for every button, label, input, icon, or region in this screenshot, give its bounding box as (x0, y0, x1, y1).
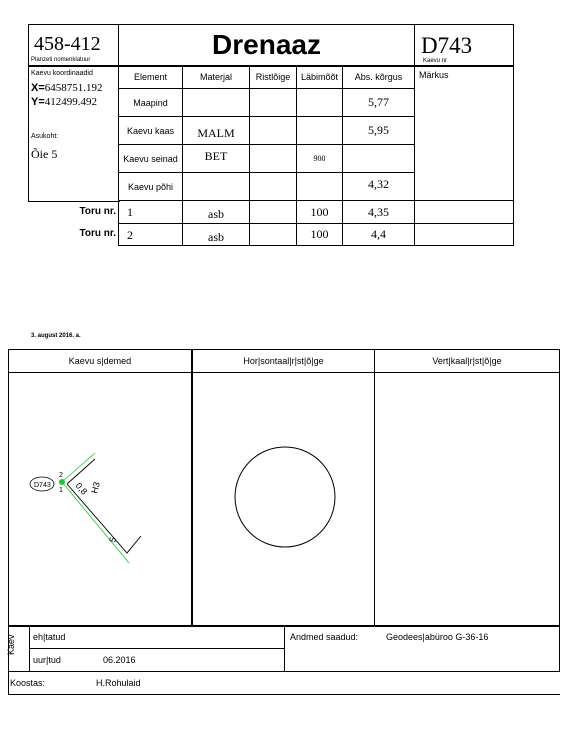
well-schema-sketch (9, 373, 191, 625)
pipe-line-green-short (62, 453, 95, 482)
location-label: Asukoht: (31, 133, 59, 140)
horizontal-section-drawing (193, 373, 374, 625)
pipe-diameter: 100 (310, 227, 329, 241)
pipe-label: Toru nr. (79, 206, 116, 217)
data-source-value: Geodees|abüroo G-36-16 (386, 632, 489, 642)
well-node-marker (59, 479, 65, 485)
table-row-material: MALM (197, 126, 235, 140)
document-date: 3. august 2016. a. (31, 333, 81, 339)
coords-label: Kaevu koordinaadid (31, 70, 93, 77)
col-material: Materjal (199, 72, 232, 82)
table-row-diameter: 900 (313, 154, 326, 163)
map-sheet-label: Planzeti nomenklatuur (31, 57, 91, 63)
panel-title-schema: Kaevu s|demed (68, 356, 132, 366)
table-row-element: Kaevu kaas (126, 125, 175, 136)
pipe-line-2 (67, 484, 141, 553)
panel-title-horizontal: Hor|sontaal|r|st|õ|ge (243, 356, 324, 366)
table-row-element: Kaevu seinad (123, 153, 178, 164)
col-cross-section: Ristlõige (255, 72, 291, 82)
table-row-element: Kaevu põhi (127, 181, 174, 192)
table-row-material: BET (204, 149, 228, 163)
pipe-number: 1 (127, 205, 133, 219)
sketch-h3-label: H3 (89, 480, 102, 495)
col-diameter: Läbimõõt (300, 72, 339, 82)
author-label: Koostas: (10, 678, 46, 688)
col-notes: Märkus (419, 70, 449, 80)
kaev-vertical-label: Kaev (6, 634, 16, 655)
pipe-material: asb (208, 229, 224, 244)
pipe-abs: 4,4 (371, 227, 386, 241)
coord-y: Y=412499.492 (31, 96, 98, 108)
table-row-element: Maapind (133, 97, 168, 108)
well-circle (235, 447, 335, 547)
author-name: H.Rohulaid (96, 678, 141, 688)
pipe-number: 2 (127, 228, 133, 242)
pipe-abs: 4,35 (368, 204, 389, 219)
map-sheet-number: 458-412 (34, 33, 101, 55)
well-number: D743 (421, 33, 473, 58)
built-label: eh|tatud (33, 632, 66, 642)
pipe-label: Toru nr. (79, 228, 116, 239)
col-element: Element (133, 72, 168, 82)
coord-x: X=6458751.192 (31, 82, 103, 94)
panel-title-vertical: Vert|kaal|r|st|õ|ge (432, 356, 502, 366)
surveyed-date: 06.2016 (103, 655, 136, 665)
col-abs-height: Abs. kõrgus (354, 72, 403, 82)
sketch-node-1: 1 (59, 487, 63, 494)
sketch-well-label: D743 (34, 482, 51, 489)
data-source-label: Andmed saadud: (290, 632, 359, 642)
sketch-node-2: 2 (59, 472, 63, 479)
pipe-diameter: 100 (310, 204, 329, 219)
well-number-label: Kaevu nr (423, 58, 448, 64)
sketch-length-label: 0,8 (73, 480, 90, 497)
table-row-abs: 4,32 (368, 177, 389, 191)
sketch-5-label: 5 (107, 536, 119, 544)
surveyed-label: uur|tud (33, 655, 61, 665)
location-value: Õie 5 (31, 147, 58, 161)
table-row-abs: 5,95 (368, 123, 389, 137)
page-title: Drenaaz (212, 28, 321, 60)
pipe-material: asb (208, 206, 224, 221)
table-row-abs: 5,77 (368, 95, 389, 109)
